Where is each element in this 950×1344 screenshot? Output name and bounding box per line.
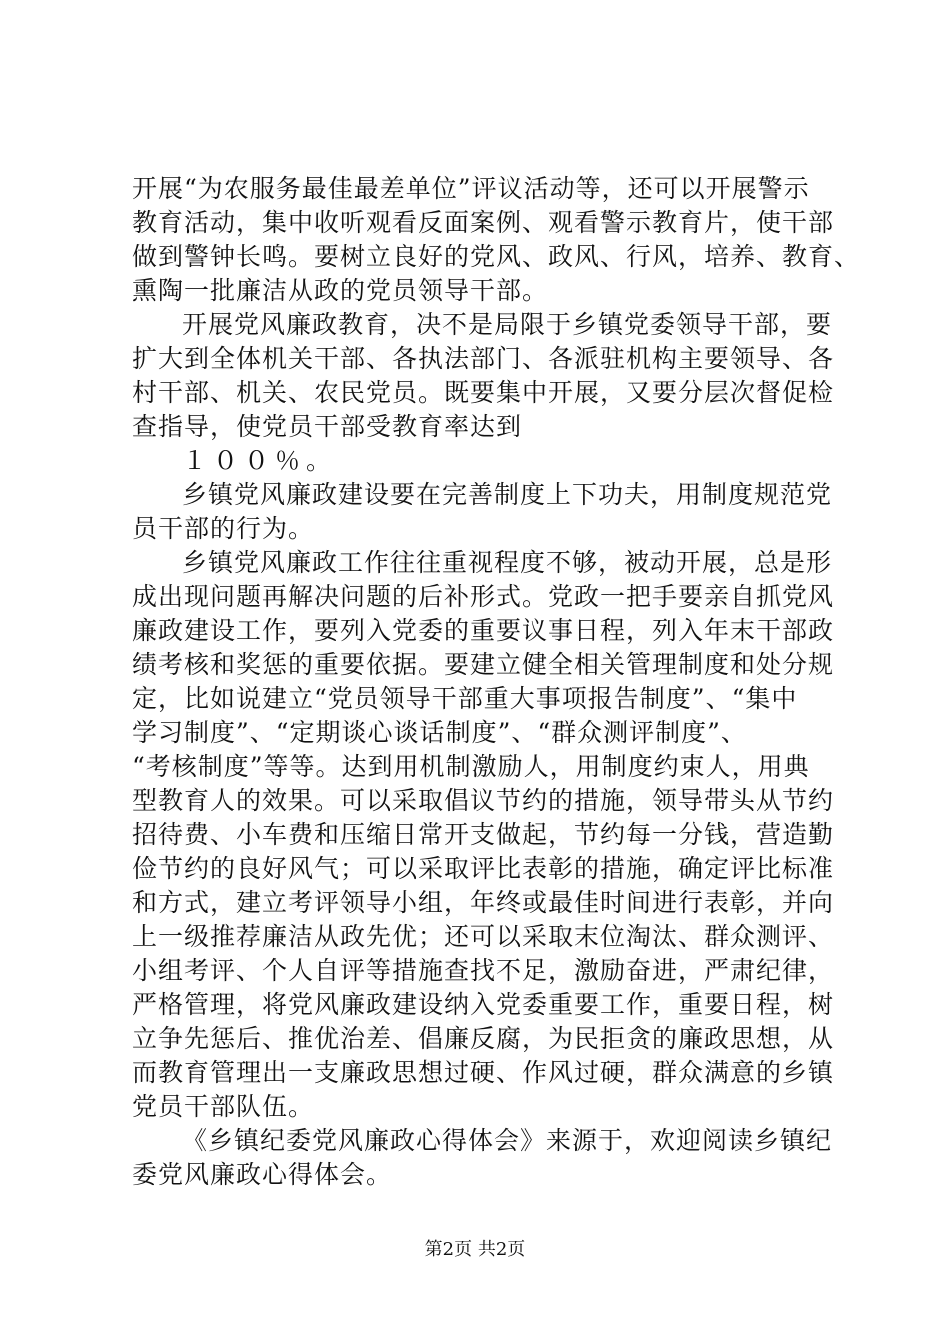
text-line: 立争先惩后、推优治差、倡廉反腐，为民拒贪的廉政思想，从 (132, 1024, 835, 1053)
text-line: 党员干部队伍。 (132, 1092, 315, 1121)
text-line: 教育活动，集中收听观看反面案例、观看警示教育片，使干部 (132, 208, 835, 237)
paragraph-first-line: 《乡镇纪委党风廉政心得体会》来源于，欢迎阅读乡镇纪 (182, 1126, 833, 1155)
text-line: “考核制度”等等。达到用机制激励人，用制度约束人，用典 (132, 752, 810, 781)
text-line: 员干部的行为。 (132, 514, 315, 543)
page-number: 第2页 共2页 (424, 1239, 526, 1260)
text-line: 开展“为农服务最佳最差单位”评议活动等，还可以开展警示 (132, 174, 810, 203)
text-line: 上一级推荐廉洁从政先优；还可以采取末位淘汰、群众测评、 (132, 922, 835, 951)
text-line: 村干部、机关、农民党员。既要集中开展，又要分层次督促检 (132, 378, 835, 407)
text-line: 小组考评、个人自评等措施查找不足，激励奋进，严肃纪律， (132, 956, 835, 985)
text-line: 和方式，建立考评领导小组，年终或最佳时间进行表彰，并向 (132, 888, 835, 917)
paragraph-first-line: 乡镇党风廉政工作往往重视程度不够，被动开展，总是形 (182, 548, 833, 577)
text-line: 而教育管理出一支廉政思想过硬、作风过硬，群众满意的乡镇 (132, 1058, 835, 1087)
text-line: 熏陶一批廉洁从政的党员领导干部。 (132, 276, 549, 305)
text-line: 型教育人的效果。可以采取倡议节约的措施，领导带头从节约 (132, 786, 835, 815)
text-line: 委党风廉政心得体会。 (132, 1160, 393, 1189)
text-line: 俭节约的良好风气；可以采取评比表彰的措施，确定评比标准 (132, 854, 835, 883)
text-line: 做到警钟长鸣。要树立良好的党风、政风、行风，培养、教育、 (132, 242, 861, 271)
text-line: 学习制度”、“定期谈心谈话制度”、“群众测评制度”、 (132, 718, 747, 747)
body-text (132, 172, 861, 1192)
text-line: 严格管理，将党风廉政建设纳入党委重要工作，重要日程，树 (132, 990, 835, 1019)
text-line: 绩考核和奖惩的重要依据。要建立健全相关管理制度和处分规 (132, 650, 835, 679)
text-line: 扩大到全体机关干部、各执法部门、各派驻机构主要领导、各 (132, 344, 835, 373)
page-footer (0, 1238, 950, 1262)
text-line: 招待费、小车费和压缩日常开支做起，节约每一分钱，营造勤 (132, 820, 835, 849)
percent-line: １００％。 (182, 446, 338, 475)
text-line: 定，比如说建立“党员领导干部重大事项报告制度”、“集中 (132, 684, 798, 713)
text-line: 成出现问题再解决问题的后补形式。党政一把手要亲自抓党风 (132, 582, 835, 611)
paragraph-first-line: 乡镇党风廉政建设要在完善制度上下功夫，用制度规范党 (182, 480, 833, 509)
text-line: 廉政建设工作，要列入党委的重要议事日程，列入年末干部政 (132, 616, 835, 645)
text-line: 查指导，使党员干部受教育率达到 (132, 412, 523, 441)
paragraph-first-line: 开展党风廉政教育，决不是局限于乡镇党委领导干部，要 (182, 310, 833, 339)
